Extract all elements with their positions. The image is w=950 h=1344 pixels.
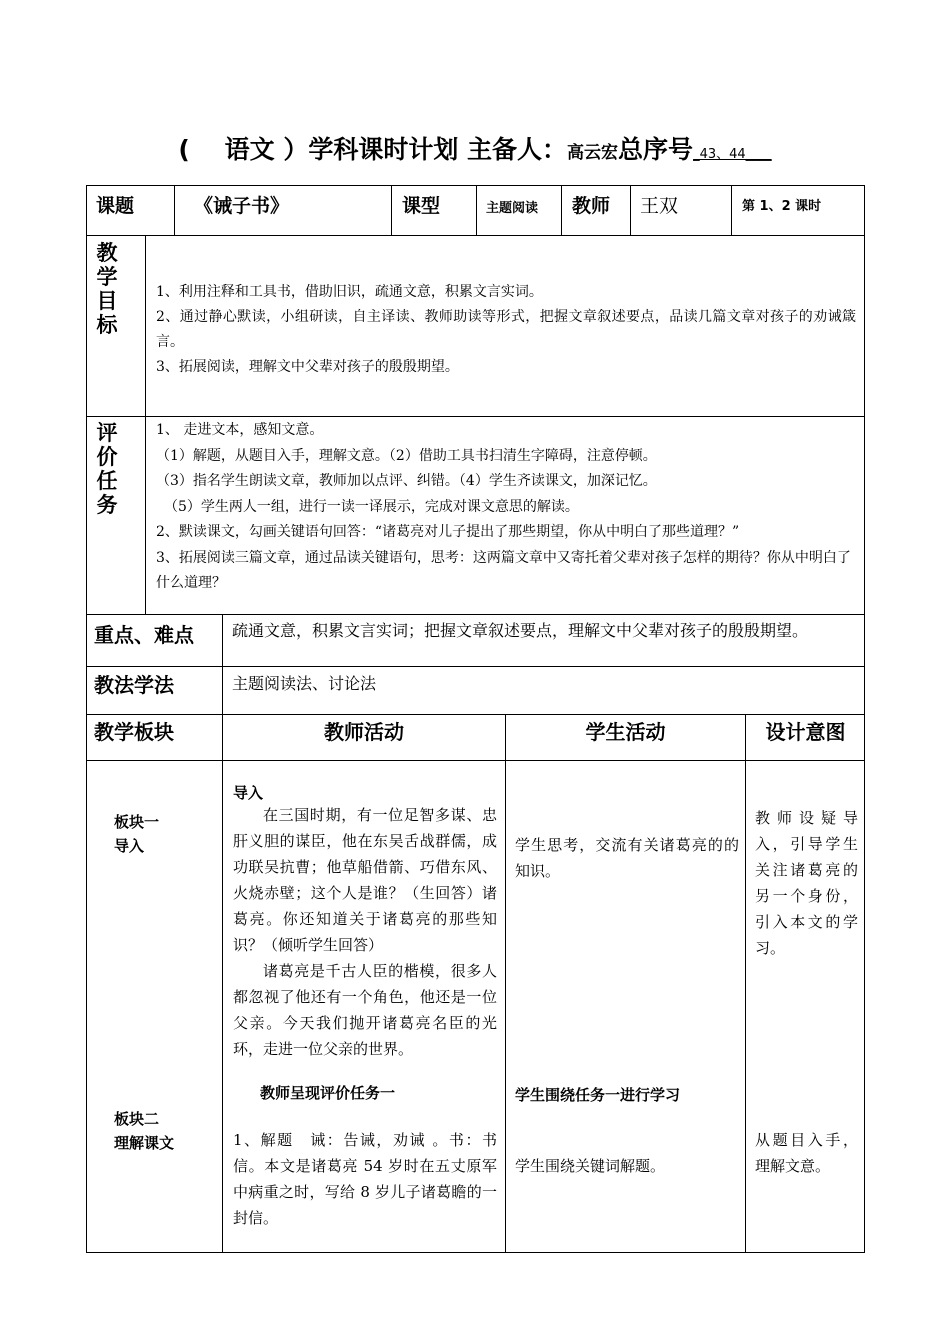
- objectives-label-char: 教: [96, 241, 118, 265]
- block1-teacher-text: [233, 802, 497, 1062]
- col-divider: [505, 714, 506, 1253]
- topic-value: 《诫子书》: [194, 195, 290, 217]
- methods-text: 主题阅读法、讨论法: [232, 674, 377, 693]
- title-preparer: 高云宏: [567, 143, 619, 163]
- objectives-list: [156, 280, 856, 380]
- block1-teacher-heading: 导入: [233, 784, 264, 802]
- block2-title: 板块二: [114, 1110, 160, 1128]
- block2-teacher-heading: 教师呈现评价任务一: [260, 1084, 396, 1102]
- block1-label: [114, 810, 159, 858]
- table-border-left: [86, 185, 87, 1253]
- row-divider: [86, 614, 865, 615]
- title-left-paren: (: [178, 135, 190, 164]
- block1-title: 板块一: [114, 813, 160, 831]
- evaluation-item: 1、 走进文本，感知文意。: [156, 422, 324, 438]
- title-rest: ）学科课时计划 主备人：: [283, 135, 568, 164]
- lesson-plan-table: [86, 185, 865, 1253]
- evaluation-item: （1）解题，从题目入手，理解文意。（2）借助工具书扫清生字障碍，注意停顿。: [156, 447, 657, 464]
- objectives-label: [94, 241, 120, 337]
- document-title: [0, 130, 950, 166]
- block2-teacher-text: 1、解题 诫：告诫，劝诫 。书：书信。本文是诸葛亮 54 岁时在五丈原军中病重之时，写给 8 岁儿子诸葛瞻的一封信。: [233, 1131, 497, 1227]
- block2-name: 理解课文: [114, 1134, 175, 1152]
- evaluation-label: [94, 421, 120, 517]
- evaluation-item: （5）学生两人一组，进行一读一译展示，完成对课文意思的解读。: [164, 498, 579, 515]
- title-serial-value: _43、44____: [693, 147, 772, 162]
- col-divider: [745, 714, 746, 1253]
- row-divider: [86, 760, 865, 761]
- period-value: 第 1、2 课时: [742, 199, 822, 214]
- table-border-bottom: [86, 1252, 865, 1253]
- col-header-student: 学生活动: [585, 720, 666, 744]
- block1-teacher-p1: 在三国时期，有一位足智多谋、忠肝义胆的谋臣，他在东吴舌战群儒，成功联吴抗曹；他草船借箭、巧借东风、火烧赤壁；这个人是谁？（生回答）诸葛亮。你还知道关于诸葛亮的那些知识？（倾听学生回答）: [233, 806, 497, 954]
- methods-label: 教法学法: [94, 673, 174, 697]
- evaluation-label-char: 评: [96, 421, 118, 445]
- block2-design-text: 从题目入手，理解文意。: [755, 1131, 858, 1175]
- block1-teacher-p2: 诸葛亮是千古人臣的楷模，很多人都忽视了他还有一个角色，他还是一位父亲。今天我们抛开诸葛亮名臣的光环，走进一位父亲的世界。: [233, 962, 497, 1058]
- objective-item: 2、通过静心默读，小组研读，自主译读、教师助读等形式，把握文章叙述要点，品读几篇文章对孩子的劝诫箴言。: [156, 309, 856, 350]
- col-divider: [145, 235, 146, 614]
- col-divider: [222, 614, 223, 714]
- objective-item: 1、利用注释和工具书，借助旧识，疏通文意，积累文言实词。: [156, 284, 543, 300]
- col-divider: [561, 185, 562, 235]
- objectives-label-char: 标: [96, 313, 118, 337]
- row-divider: [86, 416, 865, 417]
- evaluation-label-char: 价: [96, 445, 118, 469]
- title-serial-label: 总序号: [618, 135, 694, 164]
- evaluation-item: 2、默读课文，勾画关键语句回答：“诸葛亮对儿子提出了那些期望，你从中明白了那些道理？”: [156, 524, 740, 540]
- row-divider: [86, 235, 865, 236]
- block1-name: 导入: [114, 837, 145, 855]
- block1-design-text: 教师设疑导入，引导学生关注诸葛亮的另一个身份，引入本文的学习。: [755, 809, 858, 957]
- key-points-label: 重点、难点: [94, 623, 194, 647]
- col-divider: [476, 185, 477, 235]
- topic-label: 课题: [96, 195, 135, 217]
- col-divider: [731, 185, 732, 235]
- col-divider: [630, 185, 631, 235]
- evaluation-item: （3）指名学生朗读文章，教师加以点评、纠错。（4）学生齐读课文，加深记忆。: [156, 473, 657, 489]
- block2-label: [114, 1107, 174, 1155]
- row-divider: [86, 714, 865, 715]
- objectives-label-char: 目: [96, 289, 118, 313]
- teacher-value: 王双: [640, 195, 679, 217]
- type-label: 课型: [402, 195, 441, 217]
- objectives-label-char: 学: [96, 265, 118, 289]
- row-divider: [86, 666, 865, 667]
- col-header-block: 教学板块: [94, 720, 174, 744]
- block2-student-heading: 学生围绕任务一进行学习: [515, 1086, 681, 1104]
- col-divider: [222, 714, 223, 1253]
- type-value: 主题阅读: [486, 201, 539, 216]
- evaluation-list: [156, 418, 861, 597]
- title-subject: 语文: [224, 135, 275, 164]
- evaluation-item: 3、拓展阅读三篇文章，通过品读关键语句，思考：这两篇文章中又寄托着父辈对孩子怎样的期待？你从中明白了什么道理？: [156, 549, 851, 591]
- evaluation-label-char: 任: [96, 469, 118, 493]
- teacher-label: 教师: [572, 195, 611, 217]
- block1-student-text: 学生思考，交流有关诸葛亮的的知识。: [515, 836, 739, 880]
- col-header-design: 设计意图: [765, 720, 846, 744]
- key-points-text: 疏通文意，积累文言实词；把握文章叙述要点，理解文中父辈对孩子的殷殷期望。: [232, 621, 809, 640]
- block2-student-text: 学生围绕关键词解题。: [515, 1157, 666, 1175]
- col-divider: [174, 185, 175, 235]
- col-divider: [391, 185, 392, 235]
- col-header-teacher: 教师活动: [324, 720, 404, 744]
- objective-item: 3、拓展阅读，理解文中父辈对孩子的殷殷期望。: [156, 359, 459, 375]
- evaluation-label-char: 务: [96, 493, 118, 517]
